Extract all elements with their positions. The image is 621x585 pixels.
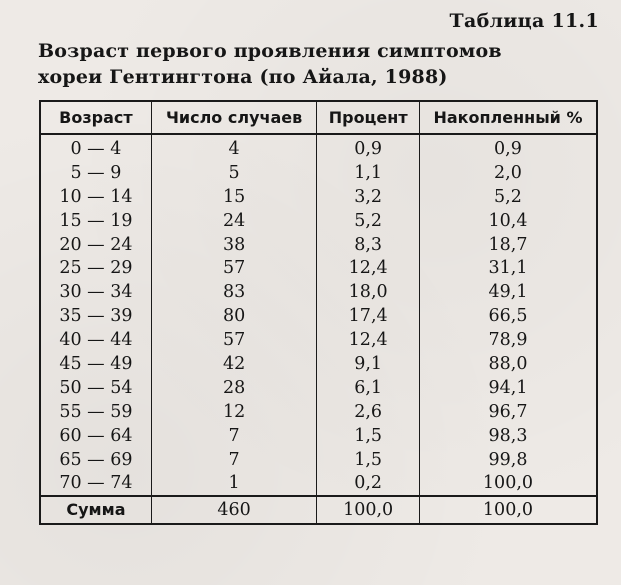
cell-cumulative: 49,1: [488, 282, 528, 303]
cell-cumulative: 88,0: [488, 353, 528, 374]
table-row: [40, 400, 597, 424]
cell-percent: 3,2: [317, 185, 420, 209]
table-body: [40, 134, 597, 524]
cell-age: 0 — 4: [40, 134, 151, 161]
cell-cumulative: 66,5: [488, 306, 528, 327]
cell-cases: 28: [151, 376, 317, 400]
caption-line-1: Возраст первого проявления симптомов: [38, 40, 502, 62]
cell-cumulative: 5,2: [494, 186, 522, 207]
table-row: [40, 233, 597, 257]
total-row: [40, 496, 597, 524]
cell-cases: 42: [151, 352, 317, 376]
cell-cumulative: 10,4: [488, 210, 528, 231]
cell-age: 5 — 9: [40, 161, 151, 185]
cell-age: 30 — 34: [40, 280, 151, 304]
table-row: [40, 304, 597, 328]
cell-cumulative: 100,0: [482, 473, 534, 494]
table-row: [40, 471, 597, 496]
cell-percent: 12,4: [317, 328, 420, 352]
cell-percent: 6,1: [317, 376, 420, 400]
cell-cases: 7: [151, 424, 317, 448]
table-row: [40, 424, 597, 448]
cell-cases: 5: [151, 161, 317, 185]
cell-cases: 1: [151, 471, 317, 496]
cell-cumulative: 99,8: [488, 449, 528, 470]
cell-cumulative: 31,1: [488, 258, 528, 279]
table-row: [40, 134, 597, 161]
cell-cumulative: 18,7: [488, 234, 528, 255]
cell-cases: 15: [151, 185, 317, 209]
table-row: [40, 280, 597, 304]
table-row: [40, 448, 597, 472]
cell-cumulative: 94,1: [488, 377, 528, 398]
table-row: [40, 185, 597, 209]
cell-age: 45 — 49: [40, 352, 151, 376]
cell-cumulative: 2,0: [494, 162, 522, 183]
cell-cumulative: 0,9: [494, 138, 522, 159]
cell-age: 40 — 44: [40, 328, 151, 352]
header-row: [40, 101, 597, 134]
data-table: [39, 100, 598, 525]
cell-age: 10 — 14: [40, 185, 151, 209]
cell-age: 65 — 69: [40, 448, 151, 472]
cell-percent: 17,4: [317, 304, 420, 328]
cell-age: 35 — 39: [40, 304, 151, 328]
cell-percent: 8,3: [317, 233, 420, 257]
cell-percent: 0,2: [317, 471, 420, 496]
cell-percent: 1,5: [317, 424, 420, 448]
cell-age: 50 — 54: [40, 376, 151, 400]
header-percent: Процент: [317, 101, 420, 134]
header-cases: Число случаев: [151, 101, 317, 134]
cell-cases: 57: [151, 328, 317, 352]
cell-cumulative: 96,7: [488, 401, 528, 422]
table-row: [40, 256, 597, 280]
cell-percent: 12,4: [317, 256, 420, 280]
total-cases: 460: [151, 496, 317, 524]
cell-age: 60 — 64: [40, 424, 151, 448]
cell-cases: 83: [151, 280, 317, 304]
total-percent: 100,0: [317, 496, 420, 524]
total-label: Сумма: [40, 496, 151, 524]
cell-cases: 80: [151, 304, 317, 328]
cell-percent: 1,5: [317, 448, 420, 472]
cell-percent: 1,1: [317, 161, 420, 185]
header-age: Возраст: [40, 101, 151, 134]
header-cumulative: Накопленный %: [419, 101, 597, 134]
table-row: [40, 352, 597, 376]
table-row: [40, 376, 597, 400]
table-number: Таблица 11.1: [449, 10, 599, 32]
cell-age: 55 — 59: [40, 400, 151, 424]
cell-percent: 2,6: [317, 400, 420, 424]
cell-percent: 18,0: [317, 280, 420, 304]
cell-cases: 4: [151, 134, 317, 161]
cell-age: 70 — 74: [40, 471, 151, 496]
cell-percent: 9,1: [317, 352, 420, 376]
cell-cumulative: 78,9: [488, 330, 528, 351]
total-cumulative: 100,0: [419, 496, 597, 524]
cell-cases: 12: [151, 400, 317, 424]
table-row: [40, 209, 597, 233]
cell-percent: 0,9: [317, 134, 420, 161]
caption-line-2: хореи Гентингтона (по Айала, 1988): [38, 66, 448, 88]
table-row: [40, 328, 597, 352]
table-caption: [38, 38, 598, 90]
cell-age: 25 — 29: [40, 256, 151, 280]
cell-cases: 57: [151, 256, 317, 280]
cell-cumulative: 98,3: [488, 425, 528, 446]
cell-age: 15 — 19: [40, 209, 151, 233]
cell-cases: 38: [151, 233, 317, 257]
cell-cases: 7: [151, 448, 317, 472]
cell-percent: 5,2: [317, 209, 420, 233]
cell-age: 20 — 24: [40, 233, 151, 257]
table-row: [40, 161, 597, 185]
cell-cases: 24: [151, 209, 317, 233]
